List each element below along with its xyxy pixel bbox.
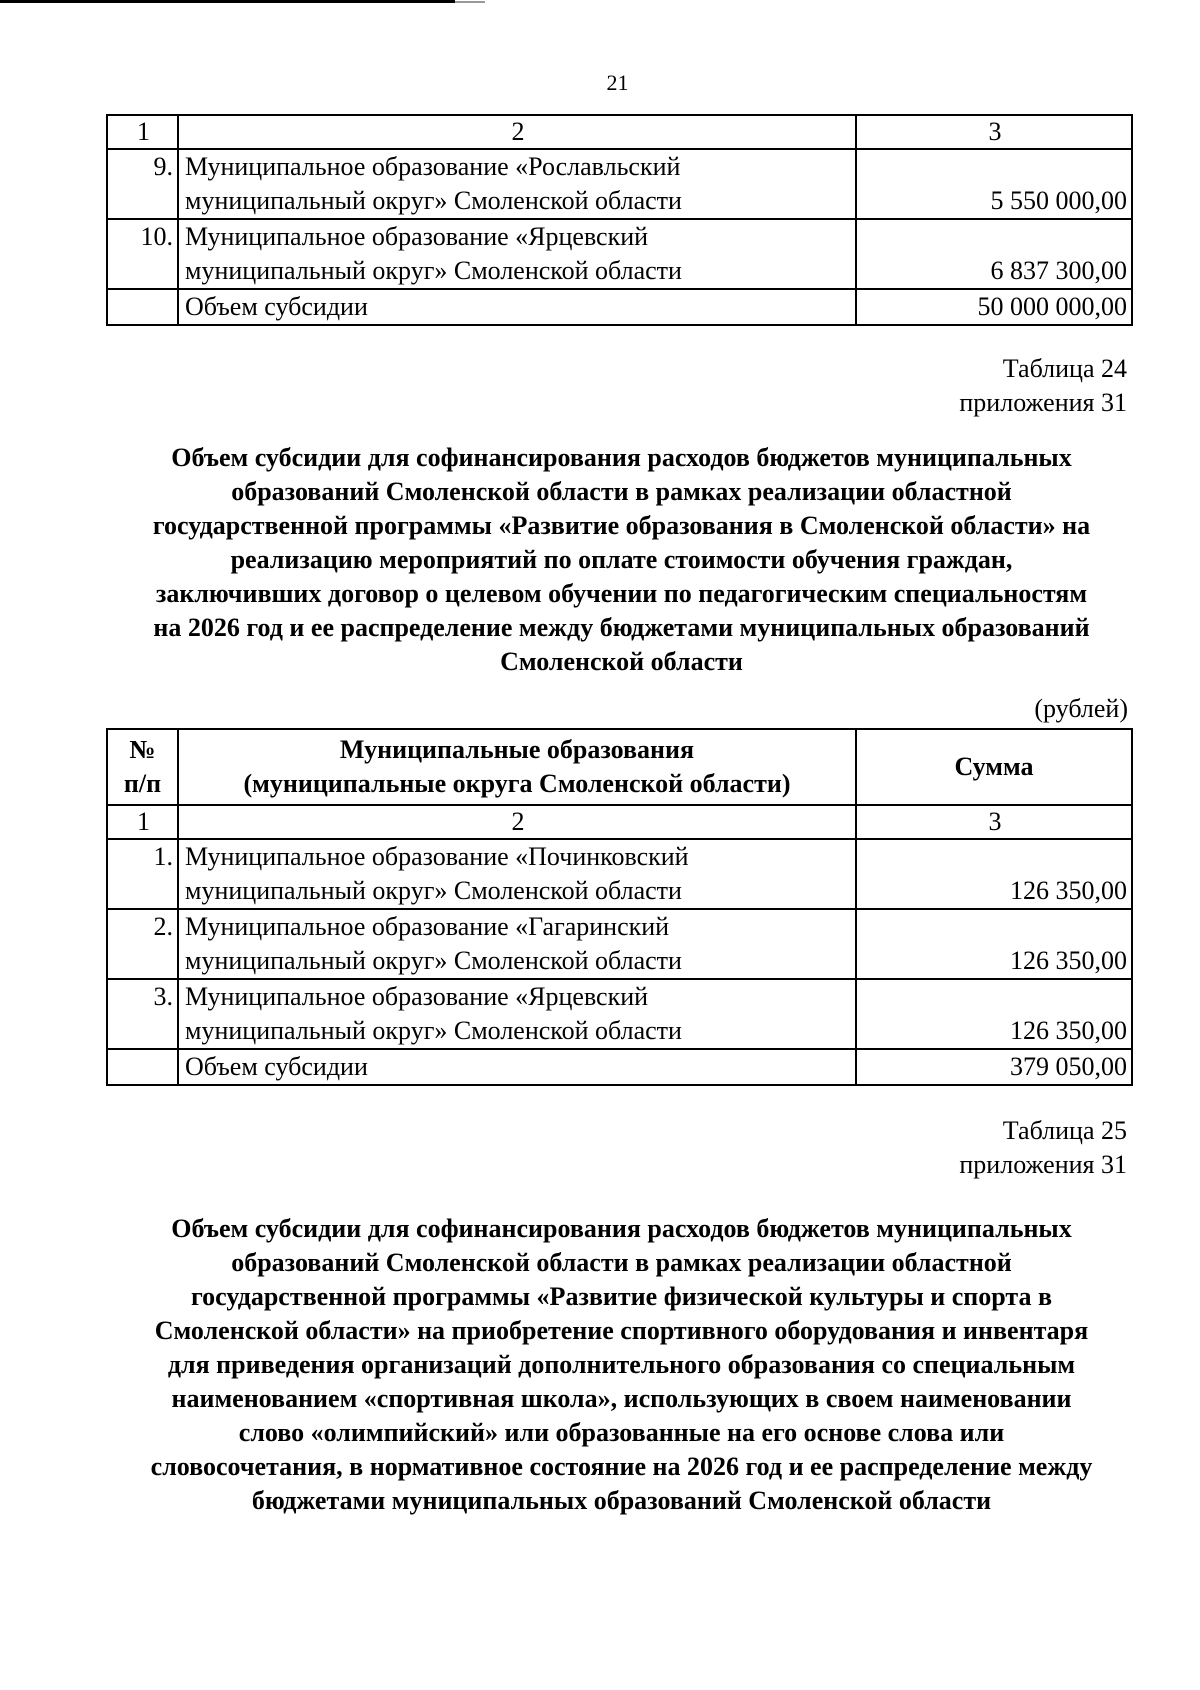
name-line: муниципальный округ» Смоленской области (185, 876, 682, 905)
col-number-1: 1 (107, 115, 178, 149)
table24-caption (959, 352, 1127, 420)
header-line: Муниципальные образования (339, 735, 695, 764)
header-municipalities (178, 729, 856, 805)
header-line: № (129, 735, 156, 764)
table-row (107, 909, 1132, 979)
col-number-3: 3 (856, 805, 1132, 839)
col-number-2: 2 (178, 115, 856, 149)
municipality-name (178, 149, 856, 219)
title-line: словосочетания, в нормативное состояние на 2026 год и ее распределение между (150, 1452, 1093, 1481)
table25-caption (959, 1114, 1127, 1182)
title-line: бюджетами муниципальных образований Смоленской области (251, 1486, 992, 1515)
column-numbers-row (107, 805, 1132, 839)
header-line: (муниципальные округа Смоленской области) (243, 769, 791, 798)
table-row (107, 149, 1132, 219)
total-label: Объем субсидии (178, 289, 856, 325)
header-line: п/п (123, 769, 162, 798)
title-line: реализацию мероприятий по оплате стоимости обучения граждан, (230, 545, 1013, 574)
title-line: слово «олимпийский» или образованные на его основе слова или (238, 1418, 1005, 1447)
title-line: государственной программы «Развитие физической культуры и спорта в (190, 1282, 1053, 1311)
name-line: муниципальный округ» Смоленской области (185, 946, 682, 975)
table-caption-line: Таблица 25 (1002, 1116, 1127, 1145)
name-line: Муниципальное образование «Ярцевский (185, 222, 649, 251)
table24-title (90, 441, 1153, 679)
currency-unit: (рублей) (1034, 694, 1128, 723)
title-line: Смоленской области» на приобретение спортивного оборудования и инвентаря (154, 1316, 1089, 1345)
page-number: 21 (606, 70, 629, 95)
name-line: Муниципальное образование «Рославльский (185, 152, 681, 181)
total-label: Объем субсидии (178, 1049, 856, 1085)
title-line: Объем субсидии для софинансирования расходов бюджетов муниципальных (171, 1214, 1072, 1243)
total-empty-cell (107, 289, 178, 325)
row-number: 1. (107, 839, 178, 909)
header-sum: Сумма (856, 729, 1132, 805)
row-sum: 126 350,00 (856, 979, 1132, 1049)
title-line: для приведения организаций дополнительного образования со специальным (167, 1350, 1076, 1379)
row-sum: 6 837 300,00 (856, 219, 1132, 289)
municipality-name (178, 219, 856, 289)
municipality-name (178, 979, 856, 1049)
total-sum: 50 000 000,00 (856, 289, 1132, 325)
municipality-name (178, 909, 856, 979)
column-numbers-row (107, 115, 1132, 149)
col-number-2: 2 (178, 805, 856, 839)
title-line: на 2026 год и ее распределение между бюджетами муниципальных образований (153, 613, 1090, 642)
total-sum: 379 050,00 (856, 1049, 1132, 1085)
row-sum: 126 350,00 (856, 839, 1132, 909)
title-line: Объем субсидии для софинансирования расходов бюджетов муниципальных (171, 443, 1072, 472)
total-row (107, 289, 1132, 325)
title-line: образований Смоленской области в рамках реализации областной (231, 1248, 1012, 1277)
name-line: Муниципальное образование «Ярцевский (185, 982, 649, 1011)
col-number-1: 1 (107, 805, 178, 839)
name-line: муниципальный округ» Смоленской области (185, 1016, 682, 1045)
table-row (107, 979, 1132, 1049)
name-line: Муниципальное образование «Починковский (185, 842, 689, 871)
header-number (107, 729, 178, 805)
row-number: 10. (107, 219, 178, 289)
header-row (107, 729, 1132, 805)
table-caption-line: Таблица 24 (1002, 354, 1127, 383)
table24 (106, 728, 1133, 1086)
row-sum: 5 550 000,00 (856, 149, 1132, 219)
row-number: 3. (107, 979, 178, 1049)
col-number-3: 3 (856, 115, 1132, 149)
title-line: наименованием «спортивная школа», использующих в своем наименовании (171, 1384, 1072, 1413)
row-sum: 126 350,00 (856, 909, 1132, 979)
title-line: Смоленской области (500, 647, 743, 676)
name-line: Муниципальное образование «Гагаринский (185, 912, 670, 941)
name-line: муниципальный округ» Смоленской области (185, 256, 682, 285)
total-empty-cell (107, 1049, 178, 1085)
table25-title (90, 1212, 1153, 1518)
row-number: 2. (107, 909, 178, 979)
appendix-caption-line: приложения 31 (959, 388, 1127, 417)
name-line: муниципальный округ» Смоленской области (185, 186, 682, 215)
row-number: 9. (107, 149, 178, 219)
title-line: заключивших договор о целевом обучении по педагогическим специальностям (155, 579, 1088, 608)
municipality-name (178, 839, 856, 909)
title-line: государственной программы «Развитие образования в Смоленской области» на (152, 511, 1091, 540)
continued-table (106, 114, 1133, 326)
scan-edge-line-faint (455, 1, 485, 3)
title-line: образований Смоленской области в рамках реализации областной (231, 477, 1012, 506)
table-row (107, 219, 1132, 289)
appendix-caption-line: приложения 31 (959, 1150, 1127, 1179)
table-row (107, 839, 1132, 909)
total-row (107, 1049, 1132, 1085)
scan-edge-line (0, 0, 455, 3)
